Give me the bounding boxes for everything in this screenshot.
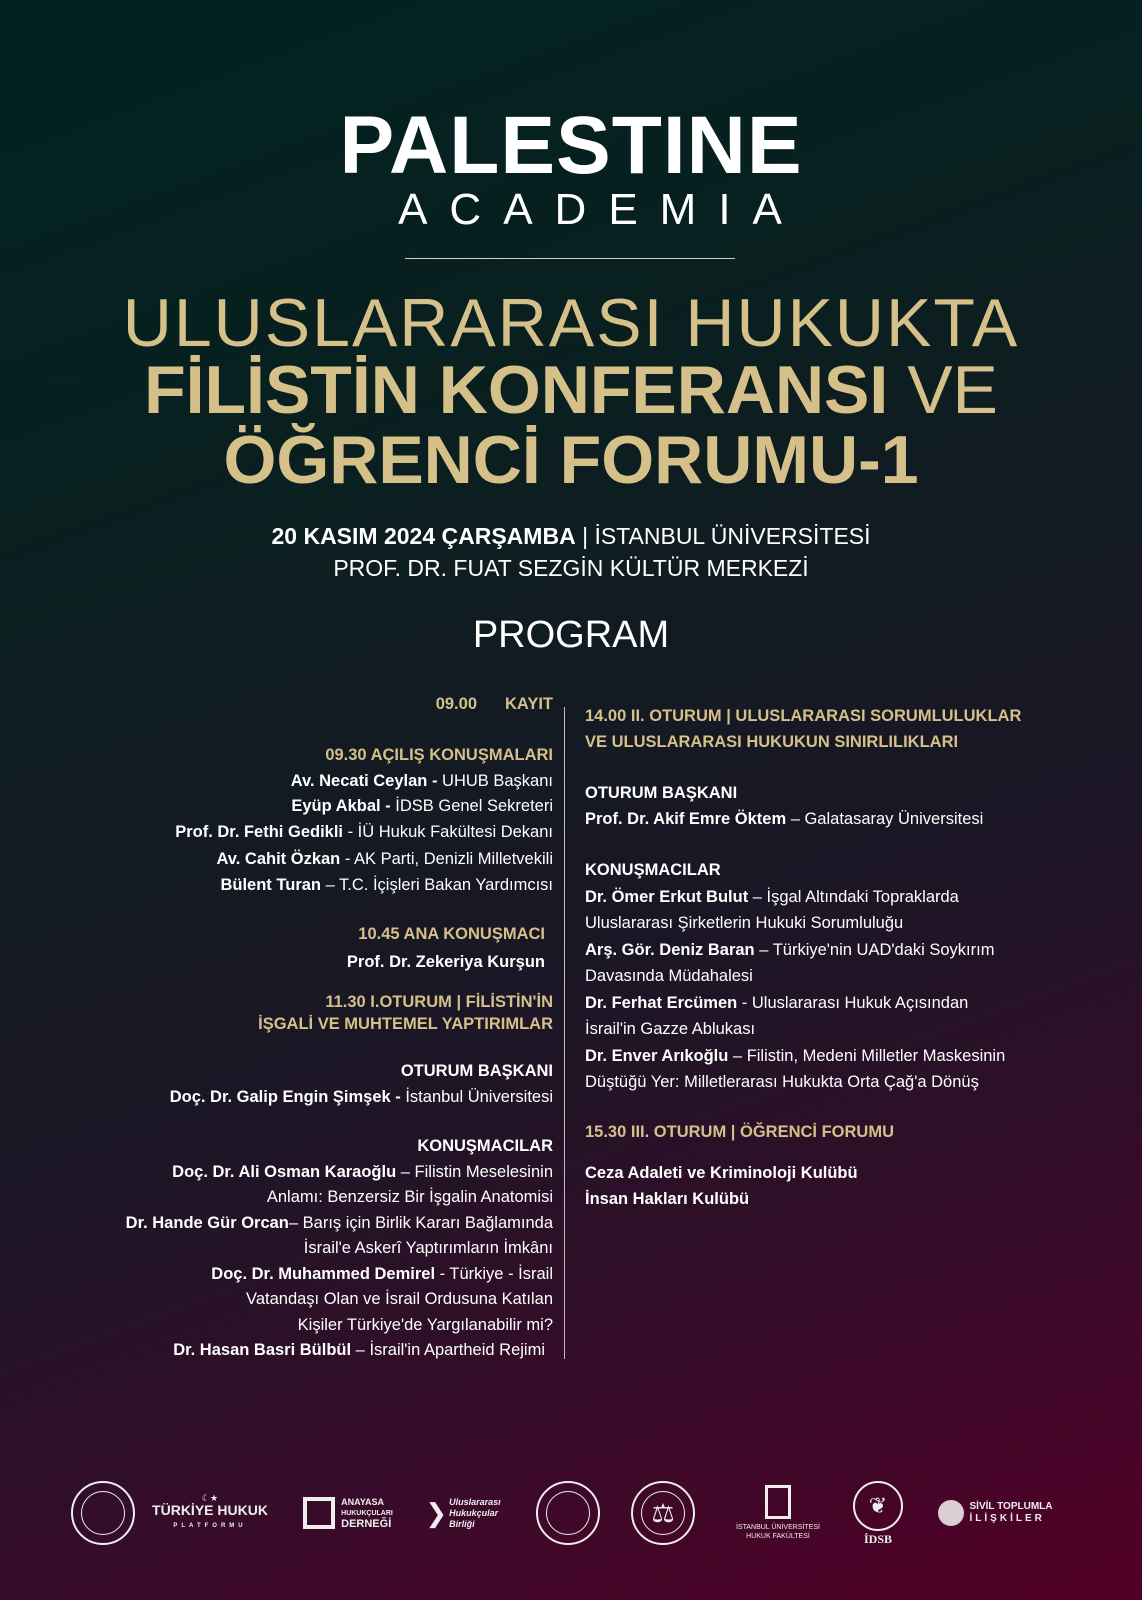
turkiye-hukuk-logo (150, 1478, 270, 1548)
crescent-icon: ☾★ (201, 1493, 219, 1503)
opening-speaker: Av. Cahit Özkan - AK Parti, Denizli Milletvekili (216, 850, 553, 868)
keynote-heading: 10.45 ANA KONUŞMACI (358, 925, 545, 943)
globe-icon (938, 1500, 964, 1526)
club-item: İnsan Hakları Kulübü (585, 1189, 750, 1208)
session-2-topic: İsrail'in Gazze Ablukası (585, 1020, 756, 1038)
event-venue-2: PROF. DR. FUAT SEZGİN KÜLTÜR MERKEZİ (333, 555, 809, 581)
session-1-heading-1: 11.30 I.OTURUM | FİLİSTİN'İN (325, 993, 553, 1011)
registration-time: 09.00 (435, 695, 477, 713)
opening-speaker: Bülent Turan – T.C. İçişleri Bakan Yardımcısı (220, 875, 553, 894)
session-1-speaker: Dr. Hasan Basri Bülbül – İsrail'in Apartheid Rejimi (173, 1341, 545, 1359)
session-3-heading: 15.30 III. OTURUM | ÖĞRENCİ FORUMU (585, 1122, 894, 1141)
keynote-speaker: Prof. Dr. Zekeriya Kurşun (346, 952, 545, 971)
session-2-chair-label: OTURUM BAŞKANI (585, 784, 738, 802)
session-1-speaker: Doç. Dr. Muhammed Demirel - Türkiye - İsrail (211, 1264, 553, 1283)
session-2-topic: Davasında Müdahalesi (585, 967, 753, 985)
seal-icon (71, 1481, 135, 1545)
logo-bottom-text: ACADEMIA (398, 185, 804, 234)
turkiye-hukuk-sub: PLATFORMU (173, 1523, 247, 1529)
anayasa-hukukculari-logo (298, 1478, 398, 1548)
iu-faculty-line-1: İSTANBUL ÜNİVERSİTESİ (735, 1524, 821, 1531)
session-1-speaker: Doç. Dr. Ali Osman Karaoğlu – Filistin Meselesinin (172, 1162, 553, 1181)
criminology-club-logo (630, 1478, 696, 1548)
logo-top-text: PALESTINE (339, 100, 803, 191)
anayasa-line-2: HUKUKÇULARI (341, 1509, 393, 1517)
session-2-speaker: Dr. Ömer Erkut Bulut – İşgal Altındaki Topraklarda (585, 887, 959, 906)
uhub-line-1: Uluslararası (449, 1496, 501, 1507)
human-rights-club-logo (535, 1478, 601, 1548)
session-1-topic: Vatandaşı Olan ve İsrail Ordusuna Katılan (246, 1290, 553, 1308)
session-1-speaker: Dr. Hande Gür Orcan– Barış için Birlik Kararı Bağlamında (125, 1213, 553, 1232)
session-1-speakers-label: KONUŞMACILAR (417, 1137, 553, 1155)
session-2-chair: Prof. Dr. Akif Emre Öktem – Galatasaray Üniversitesi (585, 809, 984, 828)
session-2-topic: Uluslararası Şirketlerin Hukuki Sorumluluğu (585, 914, 904, 932)
event-info (0, 520, 1142, 584)
title-line-2 (0, 352, 1142, 428)
title-line-3: ÖĞRENCİ FORUMU-1 (223, 422, 919, 498)
opening-speaker: Av. Necati Ceylan - UHUB Başkanı (290, 771, 553, 790)
program-title: PROGRAM (472, 614, 670, 656)
wheat-icon: ❦ (853, 1481, 903, 1531)
scales-icon: ⚖ (631, 1481, 695, 1545)
session-1-chair-label: OTURUM BAŞKANI (400, 1062, 553, 1080)
registration-label: KAYIT (505, 695, 553, 713)
session-2-speaker: Arş. Gör. Deniz Baran – Türkiye'nin UAD'daki Soykırım (585, 940, 995, 959)
title-line-1: ULUSLARARASI HUKUKTA (122, 285, 1020, 361)
session-1-topic: Kişiler Türkiye'de Yargılanabilir mi? (297, 1315, 553, 1334)
title-line-2-bold: FİLİSTİN KONFERANSI (144, 352, 889, 428)
stk-line-2: İLİŞKİLER (969, 1513, 1045, 1524)
idsb-logo (848, 1478, 908, 1548)
stk-line-1: SİVİL TOPLUMLA (969, 1501, 1053, 1512)
session-2-heading-2: VE ULUSLARARASI HUKUKUN SINIRLILIKLARI (585, 733, 959, 751)
session-1-heading-2: İŞGALİ VE MUHTEMEL YAPTIRIMLAR (258, 1015, 553, 1033)
uhub-line-2: Hukukçular (449, 1507, 499, 1518)
registration-row (40, 692, 553, 718)
session-2-heading-1: 14.00 II. OTURUM | ULUSLARARASI SORUMLULUKLAR (585, 707, 1022, 725)
seal-icon (536, 1481, 600, 1545)
session-2-speaker: Dr. Ferhat Ercümen - Uluslararası Hukuk Açısından (585, 993, 969, 1012)
anayasa-line-3: DERNEĞİ (341, 1517, 392, 1530)
opening-speaker: Prof. Dr. Fethi Gedikli - İÜ Hukuk Fakültesi Dekanı (175, 822, 553, 841)
title-line-2-light: VE (888, 352, 998, 428)
palestine-academia-logo (0, 100, 1142, 234)
event-separator: | (575, 523, 595, 549)
uhub-line-3: Birliği (449, 1518, 475, 1529)
uhub-logo (418, 1478, 508, 1548)
header-divider (405, 258, 735, 259)
event-venue: İSTANBUL ÜNİVERSİTESİ (594, 523, 871, 549)
session-1-topic: İsrail'e Askerî Yaptırımların İmkânı (303, 1239, 553, 1257)
session-2-block (585, 703, 1105, 1212)
turkiye-hukuk-text: TÜRKİYE HUKUK (152, 1502, 268, 1518)
square-icon (303, 1497, 335, 1529)
opening-heading: 09.30 AÇILIŞ KONUŞMALARI (325, 746, 553, 764)
iu-faculty-line-2: HUKUK FAKÜLTESİ (746, 1533, 810, 1540)
anayasa-line-1: ANAYASA (341, 1496, 384, 1507)
left-column (40, 692, 553, 718)
club-item: Ceza Adaleti ve Kriminoloji Kulübü (585, 1164, 858, 1182)
keynote-block (40, 922, 553, 975)
opening-block (40, 743, 553, 898)
session-2-topic: Düştüğü Yer: Milletlerarası Hukukta Orta Çağ'a Dönüş (585, 1073, 979, 1091)
wing-icon: ❯ (425, 1497, 448, 1528)
idsb-text: İDSB (863, 1531, 892, 1546)
session-1-topic: Anlamı: Benzersiz Bir İşgalin Anatomisi (266, 1188, 553, 1206)
istanbul-university-seal-logo (70, 1478, 136, 1548)
opening-speaker: Eyüp Akbal - İDSB Genel Sekreteri (291, 797, 553, 815)
building-icon (765, 1485, 791, 1519)
column-divider (564, 707, 565, 1359)
session-2-speaker: Dr. Enver Arıkoğlu – Filistin, Medeni Milletler Maskesinin (585, 1046, 1006, 1065)
stk-logo (930, 1478, 1060, 1548)
session-2-speakers-label: KONUŞMACILAR (585, 861, 721, 879)
event-date: 20 KASIM 2024 ÇARŞAMBA (271, 523, 576, 549)
partner-logos (60, 1478, 1090, 1548)
session-1-block (40, 991, 553, 1364)
iu-law-faculty-logo (732, 1478, 824, 1548)
session-1-chair: Doç. Dr. Galip Engin Şimşek - İstanbul Üniversitesi (169, 1087, 553, 1106)
